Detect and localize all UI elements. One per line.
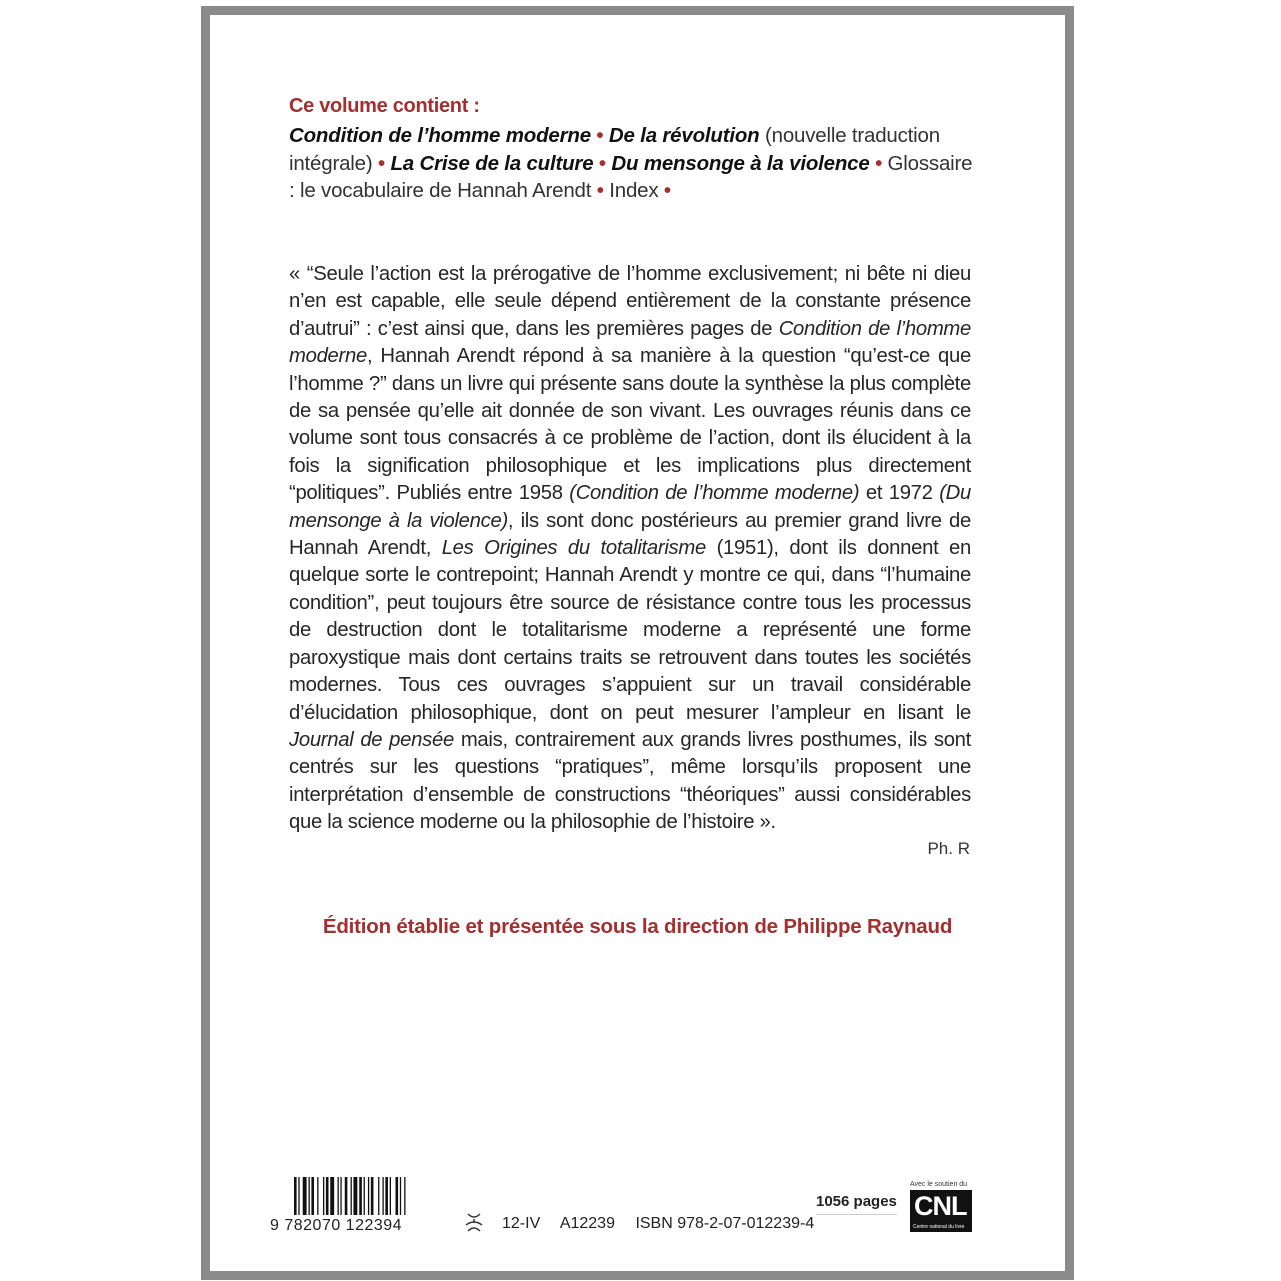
publisher-codes — [502, 1215, 830, 1233]
cnl-logo — [910, 1181, 974, 1232]
quote-text: , Hannah Arendt répond à sa manière à la question “qu’est-ce que l’homme ?” dans un livre qui présente sans doute la synthèse la plus complète de sa pensée qu’elle ait donnée de son vivant. Les ouvrages réunis dans ce volume sont tous consacrés à ce problème de l’action, dont ils élucident à la fois la signification philosophique et les implications plus directement “politiques”. Publiés entre 1958 — [289, 345, 971, 505]
cnl-wordmark: CNL — [914, 1191, 967, 1221]
barcode-digits: 9 782070 122394 — [270, 1217, 403, 1234]
quote-italic-title: Journal de pensée — [289, 728, 454, 751]
bullet-icon: • — [875, 151, 883, 175]
contents-item-title: Condition de l’homme moderne — [289, 124, 591, 147]
quote-text: et 1972 — [859, 482, 940, 505]
quote-signature: Ph. R — [927, 839, 970, 858]
quote-text: « “Seule l’action est la prérogative de l’homme exclusivement; ni bête ni dieu n’en est capable, elle seule dépend entièrement de la constante présence d’autrui” : c’est ainsi que, dans les premières pages de — [289, 263, 971, 340]
quote-text: (1951), dont ils donnent en quelque sorte le contrepoint; Hannah Arendt y montre ce qui, dans “l’humaine condition”, peut toujours être source de résistance contre tous les processus de destruction dont le totalitarisme moderne a représenté une forme paroxystique mais dont certains traits se retrouvent dans toutes les sociétés modernes. Tous ces ouvrages s’appuient sur un travail considérable d’élucidation philosophique, dont on peut mesurer l’ampleur en lisant le — [289, 537, 971, 724]
book-back-cover — [201, 6, 1074, 1280]
isbn: ISBN 978-2-07-012239-4 — [635, 1215, 815, 1232]
quote-text: mais, contrairement aux grands livres posthumes, ils sont centrés sur les questions “pratiques”, même lorsqu’ils proposent une interprétation d’ensemble de constructions “théoriques” aussi considérables que la science moderne ou la philosophie de l’histoire ». — [289, 728, 971, 834]
contents-item-title: La Crise de la culture — [390, 151, 594, 175]
publisher-logo-icon — [462, 1211, 486, 1233]
catalog-code: A12239 — [559, 1215, 615, 1232]
bullet-icon: • — [596, 124, 604, 147]
contents-heading: Ce volume contient : — [289, 95, 480, 117]
series-code: 12-IV — [502, 1215, 541, 1232]
bullet-icon: • — [596, 179, 604, 202]
contents-item-title: De la révolution — [608, 124, 760, 147]
cnl-caption: Avec le soutien du — [910, 1181, 968, 1188]
bullet-icon: • — [663, 179, 671, 202]
cnl-subtitle: Centre national du livre — [913, 1224, 965, 1230]
bullet-icon: • — [377, 151, 385, 175]
bullet-icon: • — [598, 151, 606, 175]
barcode-bars — [294, 1177, 440, 1222]
quote-text: , ils sont donc postérieurs au premier grand livre de Hannah Arendt, — [289, 509, 971, 560]
quote-italic-title: (Condition de l’homme moderne) — [569, 482, 860, 505]
page-count: 1056 pages — [816, 1193, 897, 1215]
quote-italic-title: Les Origines du totalitarisme — [441, 537, 706, 560]
contents-list — [289, 122, 979, 205]
contents-item-note: (nouvelle traduction intégrale) — [289, 124, 940, 175]
contents-item-title: Du mensonge à la violence — [611, 151, 870, 175]
edition-credit: Édition établie et présentée sous la direction de Philippe Raynaud — [322, 915, 953, 938]
contents-item-note: Index — [609, 179, 659, 202]
contents-item-note: Glossaire : le vocabulaire de Hannah Arendt — [289, 151, 973, 202]
cnl-badge — [910, 1190, 972, 1232]
quote-italic-title: (Du mensonge à la violence) — [289, 482, 971, 532]
quote-italic-title: Condition de l’homme moderne — [289, 317, 971, 368]
blurb-quote — [289, 261, 971, 837]
